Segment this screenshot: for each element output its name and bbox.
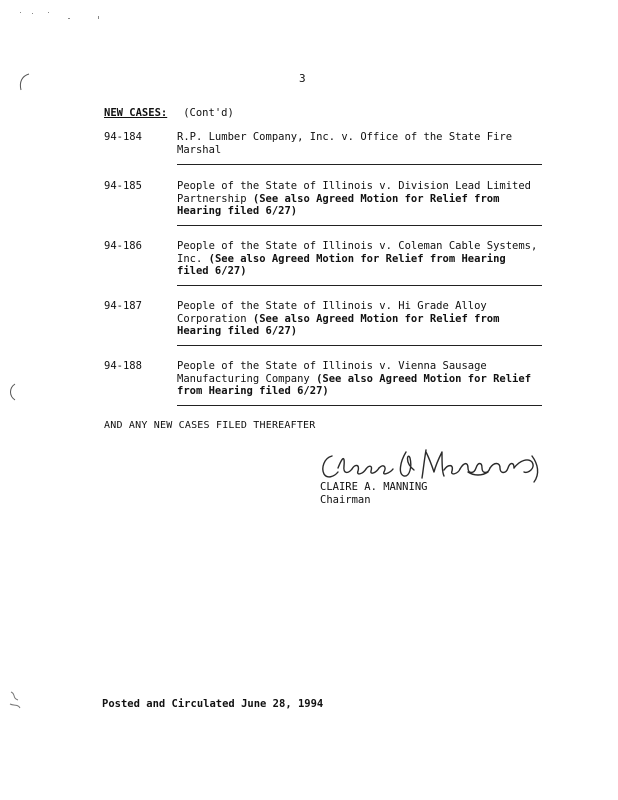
handwritten-signature — [318, 444, 546, 486]
case-number: 94-188 — [104, 360, 142, 372]
closing-statement: AND ANY NEW CASES FILED THEREAFTER — [104, 420, 316, 431]
section-heading-continued: (Cont'd) — [183, 107, 234, 119]
case-divider — [177, 345, 542, 346]
scan-mark — [18, 8, 108, 28]
case-divider — [177, 405, 542, 406]
case-number: 94-185 — [104, 180, 142, 192]
case-note: (See also Agreed Motion for Relief from Hearing filed 6/27) — [177, 312, 500, 337]
case-title: People of the State of Illinois v. Division Lead Limited Partnership — [177, 180, 532, 205]
scan-mark — [6, 382, 18, 402]
case-entry — [104, 131, 542, 167]
page-number: 3 — [299, 72, 306, 85]
section-heading-label: NEW CASES: — [104, 107, 168, 119]
case-entry — [104, 240, 542, 288]
case-title: People of the State of Illinois v. Coleman Cable Systems, Inc. — [177, 240, 538, 265]
posted-notice: Posted and Circulated June 28, 1994 — [102, 698, 324, 710]
signer-name: CLAIRE A. MANNING — [320, 481, 428, 493]
case-number: 94-184 — [104, 131, 142, 143]
scan-mark — [16, 72, 32, 92]
case-title: People of the State of Illinois v. Vienna Sausage Manufacturing Company — [177, 360, 487, 385]
case-divider — [177, 225, 542, 226]
case-caption — [177, 300, 542, 338]
case-caption — [177, 360, 542, 398]
case-title: People of the State of Illinois v. Hi Grade Alloy Corporation — [177, 300, 487, 325]
case-entry — [104, 300, 542, 348]
case-number: 94-187 — [104, 300, 142, 312]
case-note: (See also Agreed Motion for Relief from Hearing filed 6/27) — [177, 252, 506, 277]
case-entry — [104, 360, 542, 408]
case-entry — [104, 180, 542, 228]
scan-mark — [8, 688, 24, 712]
case-caption — [177, 180, 542, 218]
case-note: (See also Agreed Motion for Relief from Hearing filed 6/27) — [177, 372, 532, 397]
case-title: R.P. Lumber Company, Inc. v. Office of the State Fire Marshal — [177, 131, 513, 156]
case-note: (See also Agreed Motion for Relief from Hearing filed 6/27) — [177, 192, 500, 217]
case-number: 94-186 — [104, 240, 142, 252]
case-divider — [177, 285, 542, 286]
case-divider — [177, 164, 542, 165]
signer-title: Chairman — [320, 494, 371, 506]
case-caption — [177, 240, 542, 278]
section-heading — [104, 107, 234, 119]
case-caption — [177, 131, 542, 156]
